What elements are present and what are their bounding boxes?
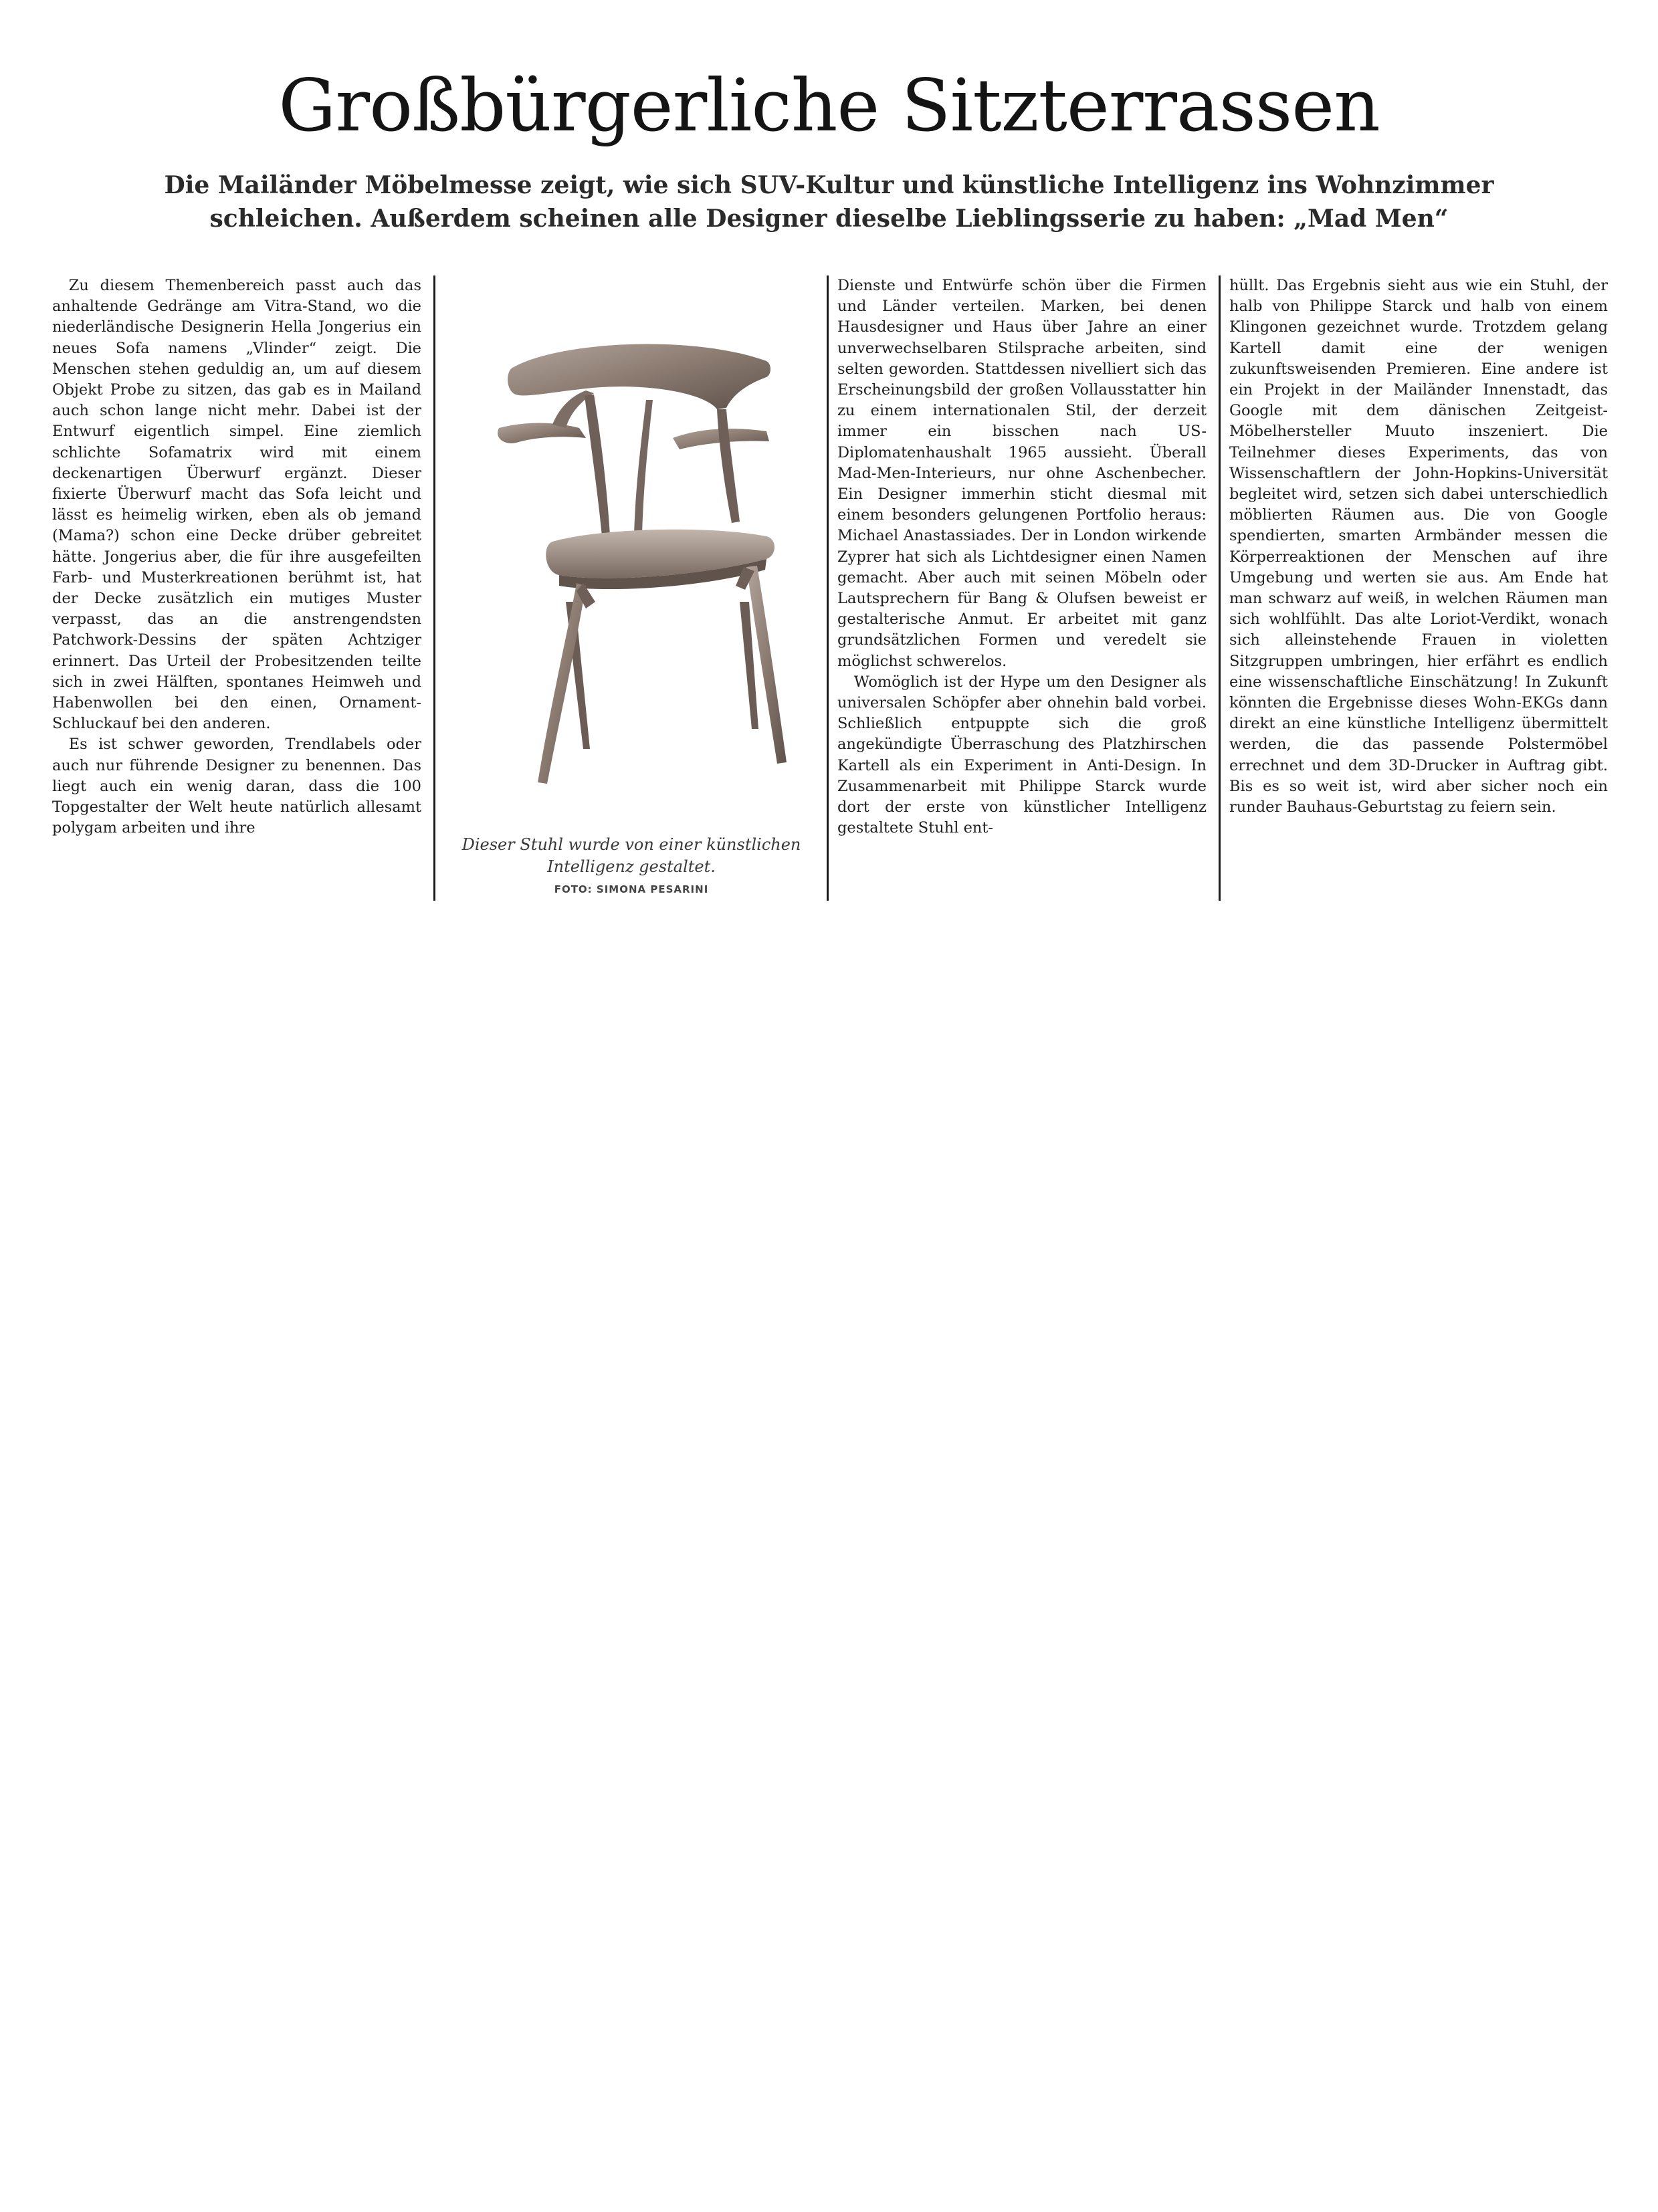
photo-credit: FOTO: SIMONA PESARINI: [554, 883, 709, 895]
photo-block: [445, 321, 817, 896]
paragraph: Womöglich ist der Hype um den Designer als universalen Schöpfer aber ohnehin bald vorbei. Schließlich entpuppte sich die groß angekündigte Überraschung des Platzhirschen Kartell als ein Experiment in Anti-Design. In Zusammenarbeit mit Philippe Starck wurde dort der erste von künstlicher Intelligenz gestaltete Stuhl ent-: [837, 673, 1207, 837]
article-column-1: [52, 275, 421, 901]
photo-caption: Dieser Stuhl wurde von einer künstlichen Intelligenz gestaltet.: [461, 835, 801, 876]
column-divider: [433, 275, 435, 901]
article-column-2: [837, 275, 1207, 901]
article-column-3: [1229, 275, 1608, 901]
paragraph: Es ist schwer geworden, Trendlabels oder auch nur führende Designer zu benennen. Das liegt auch ein wenig daran, dass die 100 Topgestalter der Welt heute natürlich allesamt polygam arbeiten und ihre: [52, 736, 421, 837]
subheadline: Die Mailänder Möbelmesse zeigt, wie sich SUV-Kultur und künstliche Intelligenz ins Wohnzimmer schleichen. Außerdem scheinen alle Designer dieselbe Lieblingsserie zu haben: „Mad Men“: [164, 171, 1494, 233]
paragraph: Zu diesem Themenbereich passt auch das anhaltende Gedränge am Vitra-Stand, wo die niederländische Designerin Hella Jongerius ein neues Sofa namens „Vlinder“ zeigt. Die Menschen stehen geduldig an, um auf diesem Objekt Probe zu sitzen, das gab es in Mailand auch schon lange nicht mehr. Dabei ist der Entwurf eigentlich simpel. Eine ziemlich schlichte Sofamatrix wird mit einem deckenartigen Überwurf ergänzt. Dieser fixierte Überwurf macht das Sofa leicht und lässt es heimelig wirken, eben als ob jemand (Mama?) schon eine Decke drüber gebreitet hätte. Jongerius aber, die für ihre ausgefeilten Farb- und Musterkreationen berühmt ist, hat der Decke zusätzlich ein mutiges Muster verpasst, das an die anstrengendsten Patchwork-Dessins der späten Achtziger erinnert. Das Urteil der Probesitzenden teilte sich in zwei Hälften, spontanes Heimweh und Habenwollen bei den einen, Ornament-Schluckauf bei den anderen.: [52, 277, 421, 733]
headline: Großbürgerliche Sitzterrassen: [278, 64, 1380, 148]
chair-photo: [452, 321, 811, 789]
column-divider: [1219, 275, 1221, 901]
column-divider: [827, 275, 829, 901]
paragraph: Dienste und Entwürfe schön über die Firmen und Länder verteilen. Marken, bei denen Hausdesigner und Haus über Jahre an einer unverwechselbaren Stilsprache arbeiten, sind selten geworden. Stattdessen nivelliert sich das Erscheinungsbild der großen Vollausstatter hin zu einem internationalen Stil, der derzeit immer ein bisschen nach US-Diplomatenhaushalt 1965 aussieht. Überall Mad-Men-Interieurs, nur ohne Aschenbecher. Ein Designer immerhin sticht diesmal mit einem besonders gelungenen Portfolio heraus: Michael Anastassiades. Der in London wirkende Zyprer hat sich als Lichtdesigner einen Namen gemacht. Aber auch mit seinen Möbeln oder Lautsprechern für Bang & Olufsen beweist er gestalterische Anmut. Er arbeitet mit ganz grundsätzlichen Formen und veredelt sie möglichst schwerelos.: [837, 277, 1207, 670]
paragraph: hüllt. Das Ergebnis sieht aus wie ein Stuhl, der halb von Philippe Starck und halb von einem Klingonen gezeichnet wurde. Trotzdem gelang Kartell damit eine der wenigen zukunftsweisenden Premieren. Eine andere ist ein Projekt in der Mailänder Innenstadt, das Google mit dem dänischen Zeitgeist-Möbelhersteller Muuto inszeniert. Die Teilnehmer dieses Experiments, das von Wissenschaftlern der John-Hopkins-Universität begleitet wird, setzen sich dabei unterschiedlich möblierten Räumen aus. Die von Google spendierten, smarten Armbänder messen die Körperreaktionen der Menschen auf ihre Umgebung und werten sie aus. Am Ende hat man schwarz auf weiß, in welchen Räumen man sich wohlfühlt. Das alte Loriot-Verdikt, wonach sich alleinstehende Frauen in violetten Sitzgruppen umbringen, hier erfährt es endlich eine wissenschaftliche Einschätzung! In Zukunft könnten die Ergebnisse dieses Wohn-EKGs dann direkt an eine künstliche Intelligenz übermittelt werden, die das passende Polstermöbel errechnet und dem 3D-Drucker in Auftrag gibt. Bis es so weit ist, wird aber sicher noch ein runder Bauhaus-Geburtstag zu feiern sein.: [1229, 277, 1608, 816]
